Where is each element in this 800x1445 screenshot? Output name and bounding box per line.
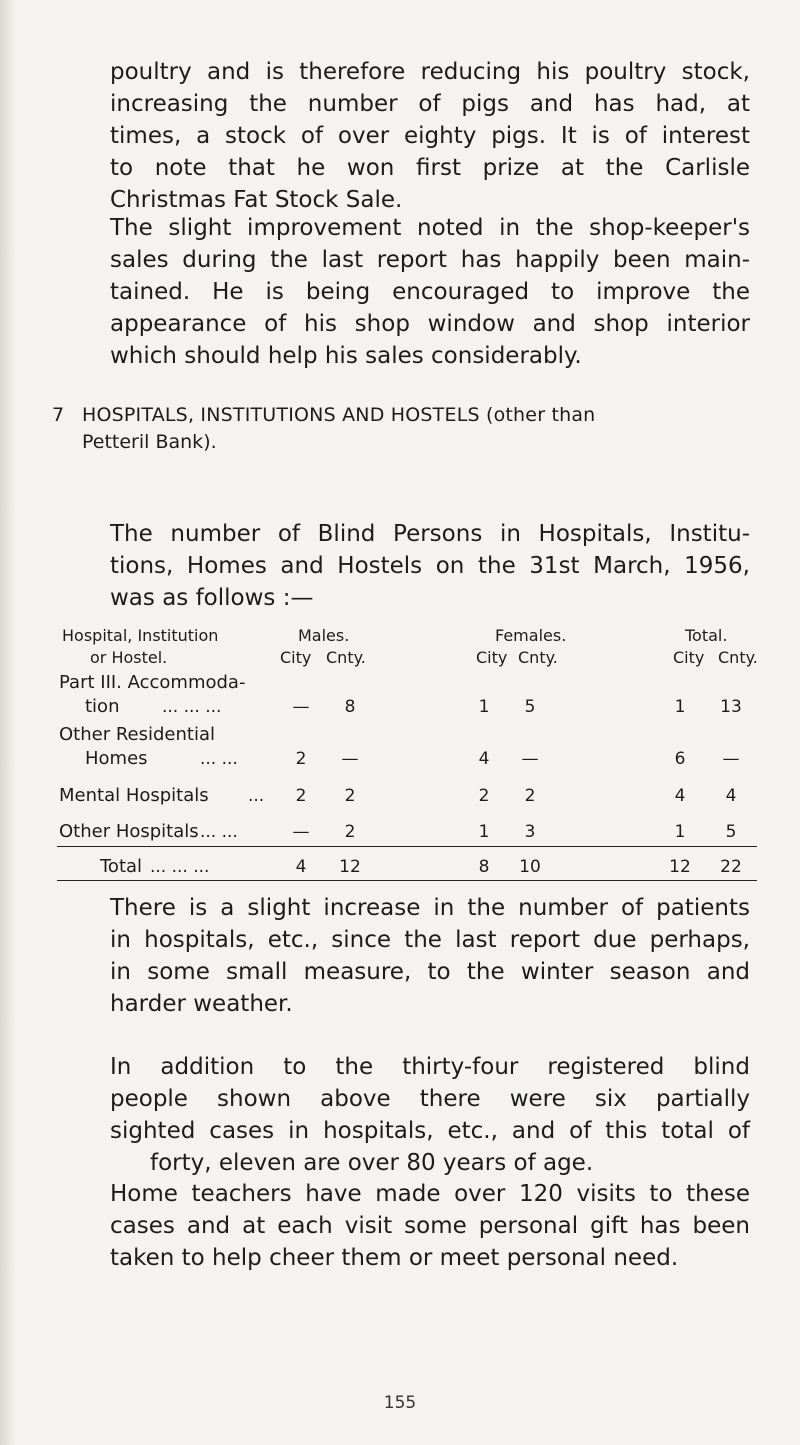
table-cell: 2: [344, 822, 356, 842]
table-cell: 1: [674, 697, 686, 717]
row-label: Part III. Accommoda-: [59, 672, 246, 693]
row-leader-dots: ... ...: [200, 822, 238, 842]
table-cell: 1: [478, 822, 490, 842]
row-label-line-2: Homes: [85, 748, 148, 769]
text-line: in hospitals, etc., since the last report due perhaps,: [110, 927, 750, 953]
table-cell: 2: [344, 786, 356, 806]
text-line: The slight improvement noted in the shop-keeper's: [110, 215, 750, 241]
table-cell: 13: [720, 697, 742, 717]
table-cell: 2: [478, 786, 490, 806]
table-cell: 2: [295, 786, 307, 806]
text-line: people shown above there were six partially: [110, 1086, 750, 1112]
table-cell: 4: [478, 749, 490, 769]
table-rule-top: [57, 846, 757, 847]
table-cell: 5: [725, 822, 737, 842]
text-line: in some small measure, to the winter season and: [110, 959, 750, 985]
table-cell: 4: [674, 786, 686, 806]
text-line: cases and at each visit some personal gift has been: [110, 1213, 750, 1239]
row-leader-dots: ... ... ...: [150, 857, 210, 877]
table-cell: 4: [725, 786, 737, 806]
total-cell: 8: [478, 857, 490, 877]
text-line: tained. He is being encouraged to improve the: [110, 279, 750, 305]
page-binding-edge: [0, 0, 16, 1445]
text-line: In addition to the thirty-four registered blind: [110, 1054, 750, 1080]
total-cell: 12: [669, 857, 691, 877]
row-leader-dots: ...: [248, 786, 265, 806]
column-header-females: Females.: [495, 626, 567, 645]
subheader-males-city: City: [280, 648, 312, 667]
column-header-institution-line-2: or Hostel.: [90, 648, 168, 667]
table-cell: 1: [478, 697, 490, 717]
table-cell: 5: [524, 697, 536, 717]
table-cell: —: [722, 749, 740, 769]
table-cell: 2: [295, 749, 307, 769]
text-line: Christmas Fat Stock Sale.: [110, 187, 403, 213]
text-line: Home teachers have made over 120 visits to these: [110, 1181, 750, 1207]
text-line: The number of Blind Persons in Hospitals, Institu-: [110, 521, 750, 547]
text-line: appearance of his shop window and shop interior: [110, 311, 750, 337]
table-cell: —: [341, 749, 359, 769]
section-title-line-2: Petteril Bank).: [82, 431, 217, 453]
text-line: times, a stock of over eighty pigs. It is of interest: [110, 123, 750, 149]
table-cell: 8: [344, 697, 356, 717]
subheader-females-city: City: [476, 648, 508, 667]
subheader-total-cnty: Cnty.: [718, 648, 758, 667]
row-label-line-2: tion: [85, 696, 120, 717]
table-cell: 2: [524, 786, 536, 806]
subheader-total-city: City: [673, 648, 705, 667]
text-line: to note that he won first prize at the Carlisle: [110, 155, 750, 181]
text-line: sales during the last report has happily been main-: [110, 247, 750, 273]
row-label: Other Hospitals: [59, 821, 199, 842]
text-line: harder weather.: [110, 991, 293, 1017]
paragraph-intro-table: [110, 518, 750, 614]
text-line: poultry and is therefore reducing his poultry stock,: [110, 59, 750, 85]
total-cell: 12: [339, 857, 361, 877]
page-number: 155: [383, 1393, 417, 1413]
text-line: taken to help cheer them or meet personal need.: [110, 1245, 679, 1271]
column-header-total: Total.: [685, 626, 728, 645]
text-line: There is a slight increase in the number of patients: [110, 895, 750, 921]
table-cell: 1: [674, 822, 686, 842]
paragraph-shop-keeper: [110, 212, 750, 372]
total-cell: 4: [295, 857, 307, 877]
paragraph-home-teachers: [110, 1178, 750, 1274]
table-cell: —: [292, 697, 310, 717]
column-header-institution: Hospital, Institution: [62, 626, 219, 645]
table-rule-bottom: [57, 880, 757, 881]
table-cell: —: [292, 822, 310, 842]
subheader-males-cnty: Cnty.: [326, 648, 366, 667]
section-title-line-1: HOSPITALS, INSTITUTIONS AND HOSTELS (other than: [82, 404, 596, 426]
text-line: which should help his sales considerably.: [110, 343, 582, 369]
table-cell: —: [521, 749, 539, 769]
column-header-males: Males.: [298, 626, 350, 645]
paragraph-partially-sighted: [110, 1051, 750, 1179]
total-row-label: Total: [100, 856, 143, 877]
subheader-females-cnty: Cnty.: [518, 648, 558, 667]
row-label: Other Residential: [59, 724, 215, 745]
section-number: 7: [52, 404, 65, 426]
text-line: increasing the number of pigs and has had, at: [110, 91, 750, 117]
text-line: was as follows :—: [110, 585, 314, 611]
table-cell: 6: [674, 749, 686, 769]
table-cell: 3: [524, 822, 536, 842]
text-line: tions, Homes and Hostels on the 31st March, 1956,: [110, 553, 750, 579]
paragraph-increase: [110, 892, 750, 1020]
total-cell: 10: [519, 857, 541, 877]
row-leader-dots: ... ... ...: [162, 697, 222, 717]
row-label: Mental Hospitals: [59, 785, 209, 806]
paragraph-poultry: [110, 56, 750, 216]
total-cell: 22: [720, 857, 742, 877]
text-line: forty, eleven are over 80 years of age.: [150, 1150, 594, 1176]
row-leader-dots: ... ...: [200, 749, 238, 769]
text-line: sighted cases in hospitals, etc., and of this total of: [110, 1118, 750, 1144]
